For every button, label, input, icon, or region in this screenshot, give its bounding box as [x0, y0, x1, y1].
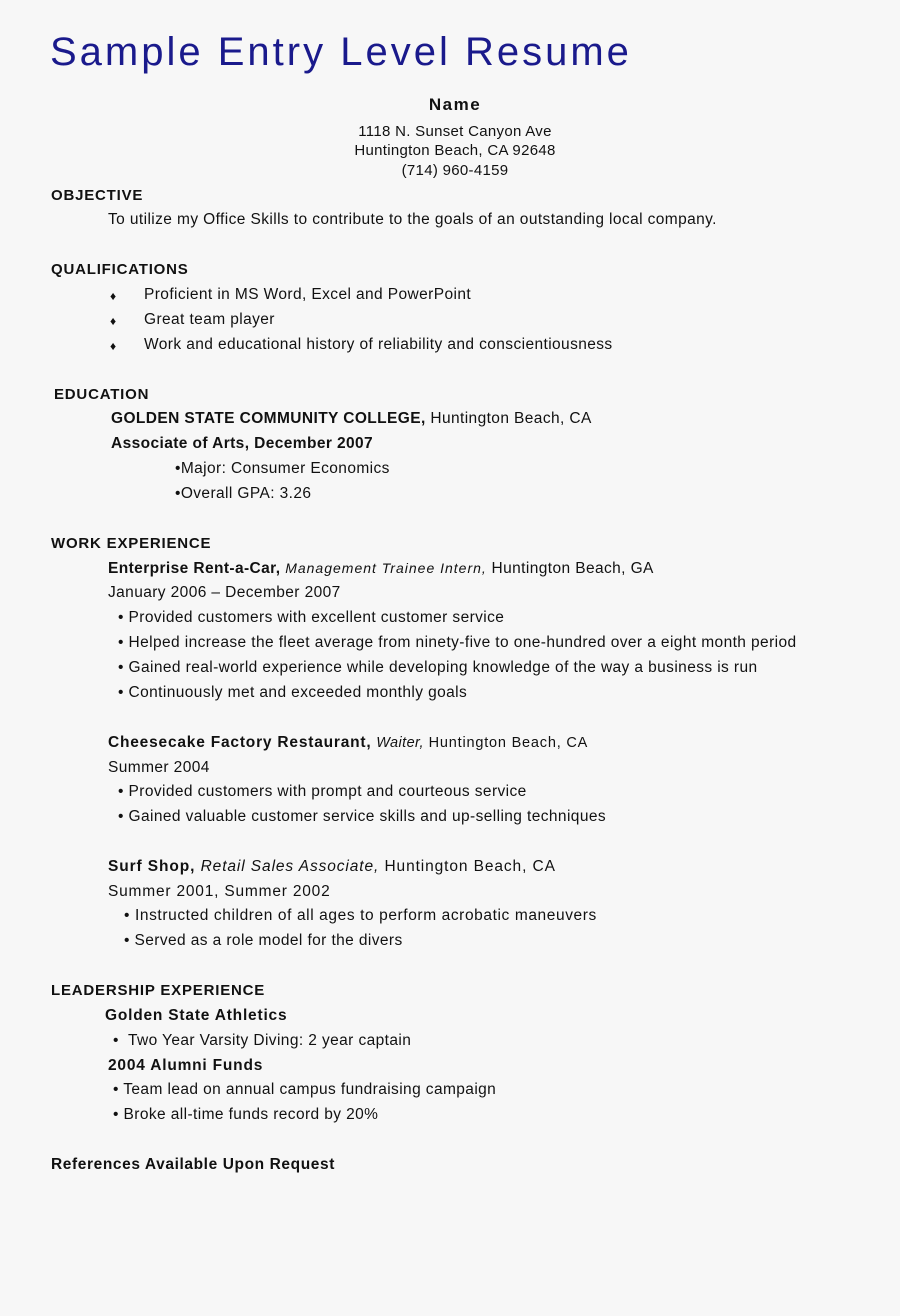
degree: Associate of Arts, December 2007	[111, 435, 374, 452]
bullet-icon: •	[175, 485, 181, 502]
education-heading: EDUCATION	[54, 386, 150, 403]
school-location: Huntington Beach, CA	[425, 410, 592, 427]
job-dates: Summer 2001, Summer 2002	[108, 883, 331, 900]
job-item: • Instructed children of all ages to perform acrobatic maneuvers	[124, 907, 597, 924]
references-note: References Available Upon Request	[51, 1156, 335, 1173]
job-company: Cheesecake Factory Restaurant,	[108, 734, 372, 751]
work-heading: WORK EXPERIENCE	[51, 535, 212, 552]
job-item: • Gained real-world experience while developing knowledge of the way a business is run	[118, 659, 758, 676]
job-location: Huntington Beach, CA	[384, 858, 556, 875]
diamond-bullet-icon: ♦	[110, 314, 117, 328]
job-header	[108, 734, 588, 752]
qualification-item: Work and educational history of reliability and conscientiousness	[144, 336, 613, 353]
school-name: GOLDEN STATE COMMUNITY COLLEGE,	[111, 410, 426, 427]
bullet-icon: •	[118, 634, 124, 651]
job-dates: Summer 2004	[108, 759, 210, 776]
bullet-icon: •	[113, 1032, 119, 1049]
bullet-icon: •	[118, 808, 124, 825]
job-item: • Served as a role model for the divers	[124, 932, 403, 949]
bullet-icon: •	[124, 907, 131, 924]
objective-text: To utilize my Office Skills to contribute to the goals of an outstanding local company.	[108, 211, 717, 228]
job-item: • Continuously met and exceeded monthly goals	[118, 684, 468, 701]
job-role: Retail Sales Associate,	[200, 858, 380, 875]
job-role: Management Trainee Intern,	[285, 560, 487, 576]
applicant-name: Name	[428, 95, 482, 114]
leadership-group-title: 2004 Alumni Funds	[108, 1057, 264, 1074]
leadership-group-title: Golden State Athletics	[105, 1007, 288, 1024]
job-item: • Provided customers with excellent customer service	[118, 609, 505, 626]
phone-number: (714) 960-4159	[401, 162, 509, 179]
bullet-icon: •	[124, 932, 130, 949]
page-title: Sample Entry Level Resume	[50, 30, 632, 74]
bullet-icon: •	[113, 1106, 119, 1123]
bullet-icon: •	[113, 1081, 119, 1098]
bullet-icon: •	[175, 460, 181, 477]
address-line-1: 1118 N. Sunset Canyon Ave	[358, 123, 552, 140]
leadership-item: • Two Year Varsity Diving: 2 year captain	[113, 1032, 412, 1049]
leadership-item: • Broke all-time funds record by 20%	[113, 1106, 379, 1123]
qualification-item: Proficient in MS Word, Excel and PowerPoint	[144, 286, 472, 303]
job-header	[108, 560, 654, 578]
job-role: Waiter,	[376, 735, 424, 751]
job-dates: January 2006 – December 2007	[108, 584, 341, 601]
job-item: • Provided customers with prompt and courteous service	[118, 783, 527, 800]
address-line-2: Huntington Beach, CA 92648	[354, 142, 556, 159]
education-item: •Overall GPA: 3.26	[175, 485, 312, 502]
job-header	[108, 858, 556, 876]
job-location: Huntington Beach, GA	[491, 560, 654, 577]
qualification-item: Great team player	[144, 311, 275, 328]
bullet-icon: •	[118, 783, 124, 800]
education-item: •Major: Consumer Economics	[175, 460, 390, 477]
bullet-icon: •	[118, 684, 124, 701]
bullet-icon: •	[118, 659, 124, 676]
job-company: Surf Shop,	[108, 858, 196, 875]
diamond-bullet-icon: ♦	[110, 339, 117, 353]
job-location: Huntington Beach, CA	[428, 735, 589, 751]
job-company: Enterprise Rent-a-Car,	[108, 560, 281, 577]
job-item: • Helped increase the fleet average from ninety-five to one-hundred over a eight month period	[118, 634, 797, 651]
school-line	[111, 410, 592, 428]
objective-heading: OBJECTIVE	[51, 187, 144, 204]
leadership-heading: LEADERSHIP EXPERIENCE	[51, 982, 266, 999]
bullet-icon: •	[118, 609, 124, 626]
qualifications-heading: QUALIFICATIONS	[51, 261, 189, 278]
diamond-bullet-icon: ♦	[110, 289, 117, 303]
leadership-item: • Team lead on annual campus fundraising campaign	[113, 1081, 497, 1098]
job-item: • Gained valuable customer service skills and up-selling techniques	[118, 808, 607, 825]
